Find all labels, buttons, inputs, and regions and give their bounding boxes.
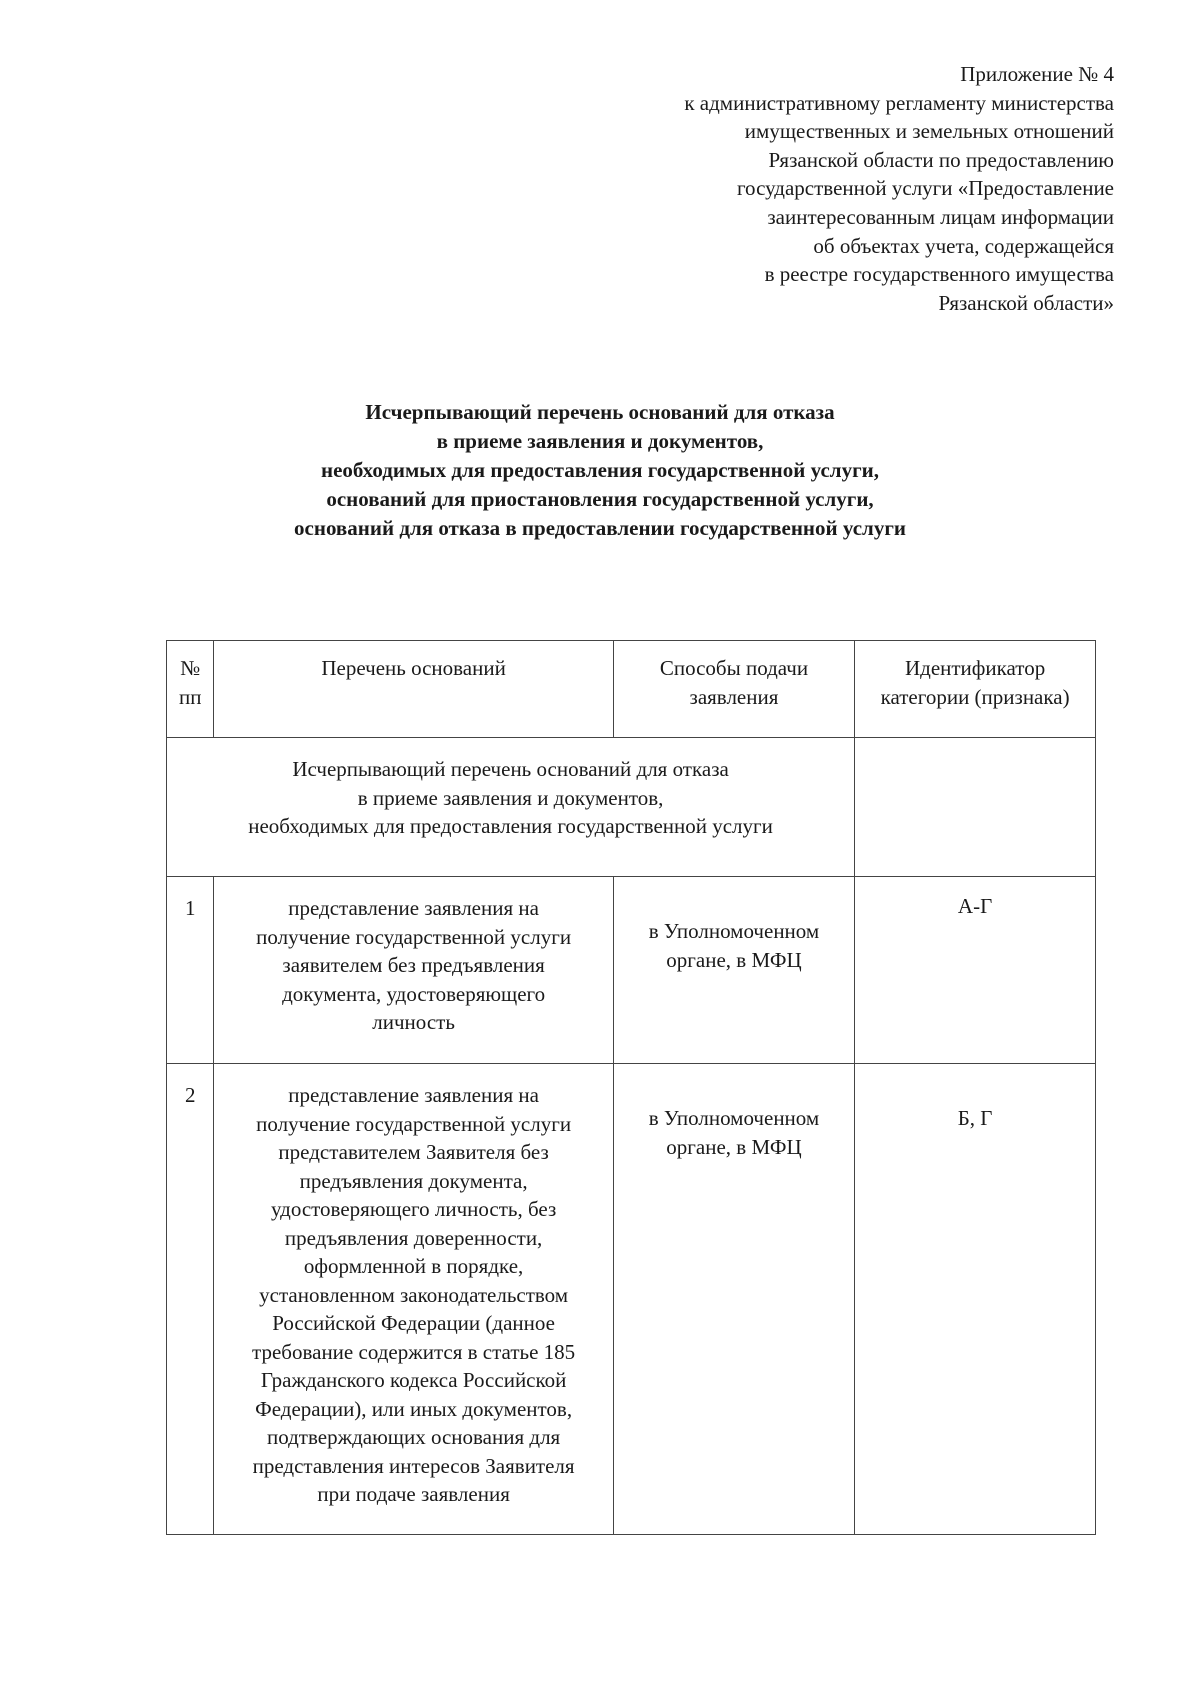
reason-line: представление заявления на xyxy=(288,896,539,920)
header-num xyxy=(167,641,214,738)
reason-line: получение государственной услуги xyxy=(256,1111,572,1136)
appendix-line: Рязанской области» xyxy=(938,290,1114,315)
row-id xyxy=(855,877,1096,1064)
section-heading xyxy=(167,738,855,877)
title-line: необходимых для предоставления государственной услуги, xyxy=(321,458,879,482)
section-id-empty xyxy=(855,738,1096,877)
appendix-line: Рязанской области по предоставлению xyxy=(768,147,1114,172)
table-row xyxy=(167,1064,1096,1535)
header-method-line: Способы подачи xyxy=(659,656,809,680)
reason-line: представления интересов Заявителя xyxy=(252,1453,575,1478)
header-reason xyxy=(214,641,613,738)
row-num-value: 2 xyxy=(184,1083,196,1107)
method-line: в Уполномоченном xyxy=(648,919,820,943)
reason-line: подтверждающих основания для xyxy=(266,1425,561,1449)
title-line: Исчерпывающий перечень оснований для отказа xyxy=(365,400,835,424)
header-id xyxy=(855,641,1096,738)
section-line: в приеме заявления и документов, xyxy=(357,785,664,810)
appendix-line: имущественных и земельных отношений xyxy=(744,119,1114,144)
reason-line: получение государственной услуги xyxy=(256,924,572,949)
reason-line: заявителем без предъявления xyxy=(282,953,545,977)
row-num xyxy=(167,877,214,1064)
table-row xyxy=(167,877,1096,1064)
appendix-line: в реестре государственного имущества xyxy=(764,262,1114,287)
method-line: органе, в МФЦ xyxy=(666,1134,802,1159)
appendix-line: Приложение № 4 xyxy=(960,62,1114,86)
header-num-line: № xyxy=(180,656,201,680)
appendix-line: к административному регламенту министерства xyxy=(684,90,1114,115)
reason-line: Гражданского кодекса Российской xyxy=(260,1368,567,1392)
reason-line: представление заявления на xyxy=(288,1083,539,1107)
appendix-header xyxy=(554,60,1114,317)
row-id xyxy=(855,1064,1096,1535)
header-reason-line: Перечень оснований xyxy=(321,656,506,680)
reason-line: личность xyxy=(372,1010,455,1034)
header-id-line: Идентификатор xyxy=(904,656,1046,680)
row-reason xyxy=(214,1064,613,1535)
reason-line: документа, удостоверяющего xyxy=(282,981,546,1006)
header-method xyxy=(613,641,854,738)
row-id-value: Б, Г xyxy=(957,1106,993,1130)
header-id-line: категории (признака) xyxy=(880,684,1070,709)
title-line: оснований для приостановления государственной услуги, xyxy=(326,487,874,511)
reason-line: предъявления документа, xyxy=(299,1168,528,1193)
row-method xyxy=(613,877,854,1064)
appendix-line: заинтересованным лицам информации xyxy=(767,204,1114,229)
section-row xyxy=(167,738,1096,877)
section-line: Исчерпывающий перечень оснований для отказа xyxy=(292,757,729,781)
section-line: необходимых для предоставления государственной услуги xyxy=(248,814,773,838)
reason-line: Российской Федерации (данное xyxy=(272,1311,555,1335)
document-title xyxy=(150,398,1050,543)
header-method-line: заявления xyxy=(689,684,779,709)
row-reason xyxy=(214,877,613,1064)
appendix-line: государственной услуги «Предоставление xyxy=(736,176,1114,201)
row-num xyxy=(167,1064,214,1535)
reason-line: оформленной в порядке, xyxy=(303,1254,524,1278)
method-line: органе, в МФЦ xyxy=(666,947,802,972)
reason-line: требование содержится в статье 185 xyxy=(252,1339,576,1364)
reason-line: Федерации), или иных документов, xyxy=(255,1396,573,1421)
header-num-line: пп xyxy=(178,684,202,709)
method-line: в Уполномоченном xyxy=(648,1106,820,1130)
row-id-value: А-Г xyxy=(957,894,993,918)
appendix-line: об объектах учета, содержащейся xyxy=(813,233,1114,258)
grounds-table xyxy=(166,640,1096,1535)
title-line: оснований для отказа в предоставлении государственной услуги xyxy=(294,516,906,540)
reason-line: представителем Заявителя без xyxy=(278,1140,549,1164)
table-header-row xyxy=(167,641,1096,738)
row-method xyxy=(613,1064,854,1535)
reason-line: при подаче заявления xyxy=(317,1482,510,1506)
reason-line: удостоверяющего личность, без xyxy=(270,1197,557,1221)
reason-line: предъявления доверенности, xyxy=(284,1225,543,1250)
title-line: в приеме заявления и документов, xyxy=(436,429,764,453)
reason-line: установленном законодательством xyxy=(259,1282,569,1307)
row-num-value: 1 xyxy=(184,896,196,920)
